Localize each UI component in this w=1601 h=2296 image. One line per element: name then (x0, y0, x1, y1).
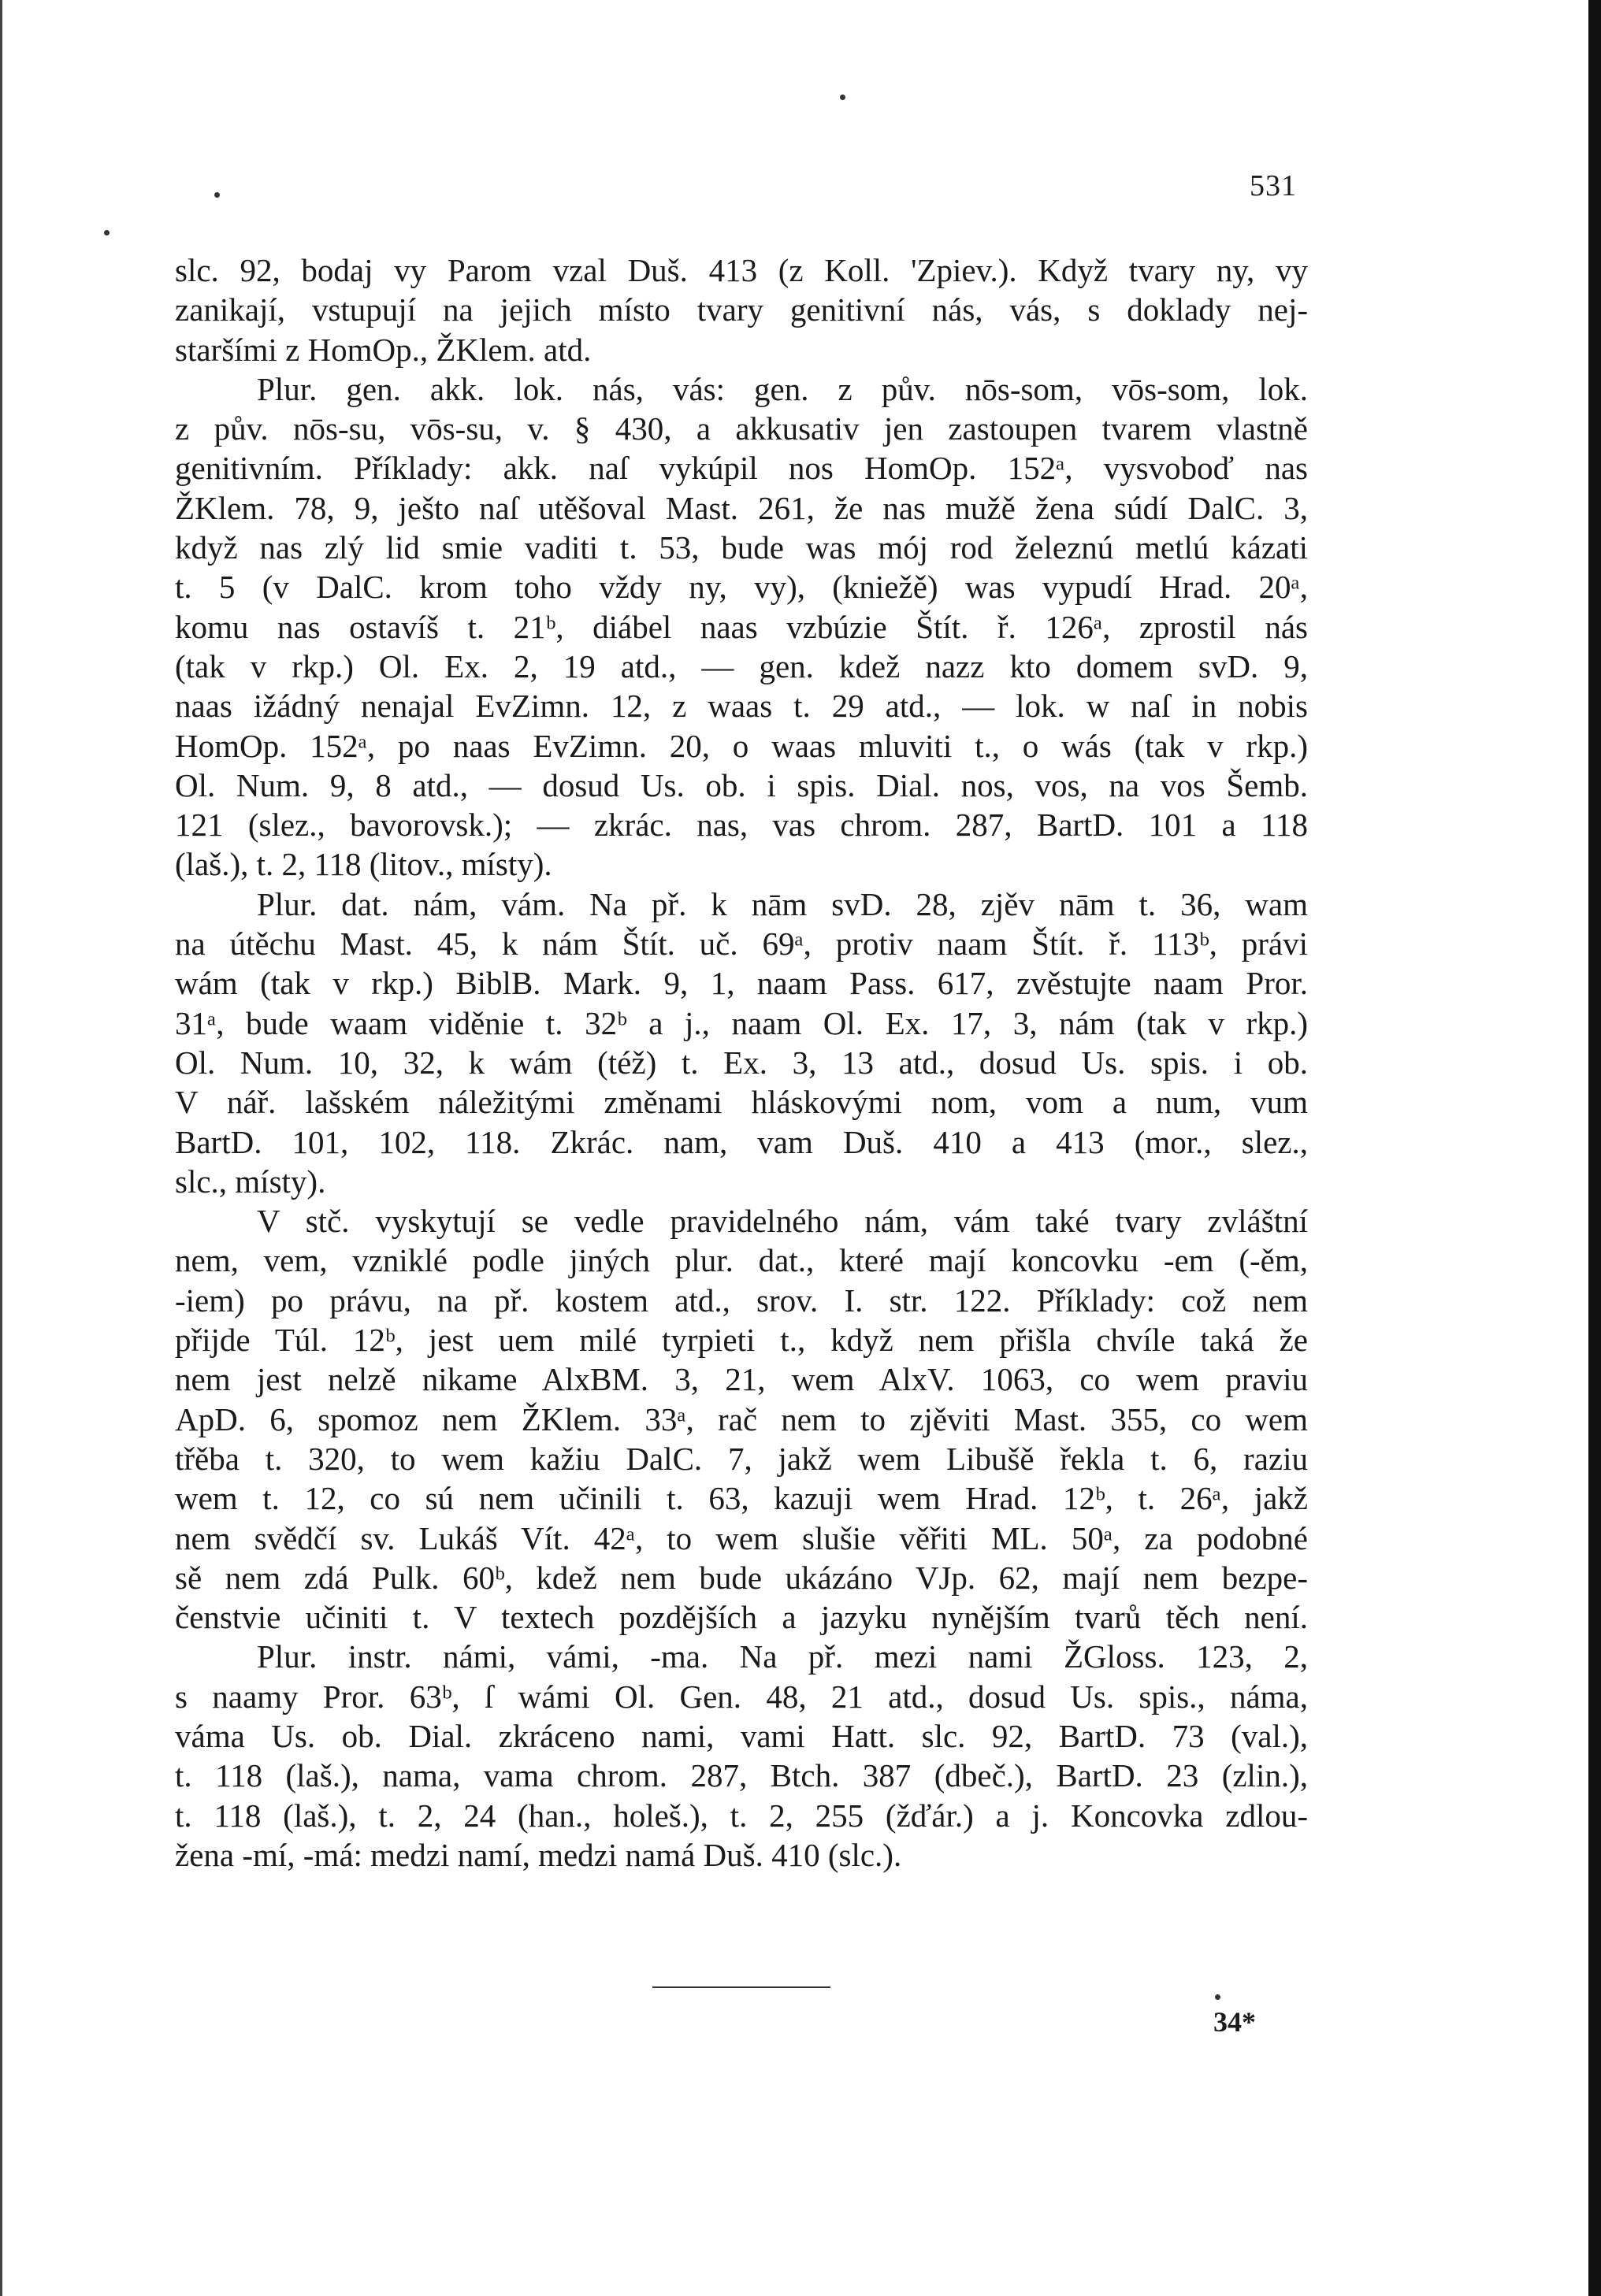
separator-rule (652, 1986, 830, 1988)
text-line: staršími z HomOp., ŽKlem. atd. (175, 331, 592, 368)
page-number: 531 (1250, 169, 1297, 202)
text-line: wem t. 12, co sú nem učinili t. 63, kazuji wem Hrad. 12ᵇ, t. 26ᵃ, jakž (175, 1480, 1308, 1517)
text-line: na útěchu Mast. 45, k nám Štít. uč. 69ᵃ, protiv naam Štít. ř. 113ᵇ, právi (175, 925, 1308, 963)
text-line: genitivním. Příklady: akk. naſ vykúpil nos HomOp. 152ᵃ, vysvoboď nas (175, 450, 1308, 487)
signature-mark: 34* (1213, 2006, 1256, 2038)
scan-speck (214, 192, 220, 198)
text-line: V nář. lašském náležitými změnami hláskovými nom, vom a num, vum (175, 1084, 1308, 1121)
text-line: Ol. Num. 10, 32, k wám (též) t. Ex. 3, 13 atd., dosud Us. spis. i ob. (175, 1044, 1308, 1081)
scan-speck (104, 230, 110, 236)
text-line: sě nem zdá Pulk. 60ᵇ, kdež nem bude ukázáno VJp. 62, mají nem bezpe- (175, 1559, 1308, 1596)
text-line: zanikají, vstupují na jejich místo tvary genitivní nás, vás, s doklady nej- (175, 291, 1308, 328)
text-line: ApD. 6, spomoz nem ŽKlem. 33ᵃ, rač nem to zjěviti Mast. 355, co wem (175, 1400, 1308, 1437)
text-line: 121 (slez., bavorovsk.); — zkrác. nas, vas chrom. 287, BartD. 101 a 118 (175, 807, 1308, 844)
text-line: (laš.), t. 2, 118 (litov., místy). (175, 846, 552, 883)
text-line: V stč. vyskytují se vedle pravidelného nám, vám také tvary zvláštní (257, 1203, 1308, 1240)
scan-speck (840, 95, 845, 100)
scan-speck (1215, 1994, 1220, 2000)
text-line: slc. 92, bodaj vy Parom vzal Duš. 413 (z Koll. 'Zpiev.). Když tvary ny, vy (175, 252, 1308, 288)
text-line: z pův. nōs-su, vōs-su, v. § 430, a akkusativ jen zastoupen tvarem vlastně (175, 410, 1308, 447)
text-line: (tak v rkp.) Ol. Ex. 2, 19 atd., — gen. kdež nazz kto domem svD. 9, (175, 647, 1308, 684)
text-line: čenstvie učiniti t. V textech pozdějších a jazyku nynějším tvarů těch není. (175, 1599, 1308, 1636)
text-line: Plur. instr. námi, vámi, -ma. Na př. mezi nami ŽGloss. 123, 2, (257, 1638, 1308, 1675)
text-line: BartD. 101, 102, 118. Zkrác. nam, vam Duš. 410 a 413 (mor., slez., (175, 1123, 1308, 1160)
text-line: HomOp. 152ᵃ, po naas EvZimn. 20, o waas mluviti t., o wás (tak v rkp.) (175, 727, 1308, 764)
text-line: t. 118 (laš.), nama, vama chrom. 287, Btch. 387 (dbeč.), BartD. 23 (zlin.), (175, 1757, 1308, 1794)
text-line: 31ᵃ, bude waam viděnie t. 32ᵇ a j., naam Ol. Ex. 17, 3, nám (tak v rkp.) (175, 1004, 1308, 1041)
text-line: váma Us. ob. Dial. zkráceno nami, vami Hatt. slc. 92, BartD. 73 (val.), (175, 1717, 1308, 1754)
text-line: nem svědčí sv. Lukáš Vít. 42ᵃ, to wem slušie věřiti ML. 50ᵃ, za podobné (175, 1519, 1308, 1556)
text-line: t. 118 (laš.), t. 2, 24 (han., holeš.), t. 2, 255 (žďár.) a j. Koncovka zdlou- (175, 1797, 1308, 1834)
text-line: nem jest nelzě nikame AlxBM. 3, 21, wem AlxV. 1063, co wem praviu (175, 1361, 1308, 1398)
text-line: -iem) po právu, na př. kostem atd., srov. I. str. 122. Příklady: což nem (175, 1282, 1308, 1319)
text-line: naas ižádný nenajal EvZimn. 12, z waas t. 29 atd., — lok. w naſ in nobis (175, 688, 1308, 725)
text-line: t. 5 (v DalC. krom toho vždy ny, vy), (kniežě) was vypudí Hrad. 20ᵃ, (175, 569, 1308, 606)
text-line: slc., místy). (175, 1163, 326, 1200)
text-line: třěba t. 320, to wem kažiu DalC. 7, jakž wem Libušě řekla t. 6, raziu (175, 1440, 1308, 1477)
text-line: když nas zlý lid smie vaditi t. 53, bude was mój rod železnú metlú kázati (175, 529, 1308, 566)
text-line: přijde Túl. 12ᵇ, jest uem milé tyrpieti t., když nem přišla chvíle taká že (175, 1322, 1308, 1359)
text-line: žena -mí, -má: medzi namí, medzi namá Duš. 410 (slc.). (175, 1836, 902, 1873)
text-line: Plur. dat. nám, vám. Na př. k nām svD. 28, zjěv nām t. 36, wam (257, 885, 1308, 922)
text-line: wám (tak v rkp.) BiblB. Mark. 9, 1, naam Pass. 617, zvěstujte naam Pror. (175, 965, 1308, 1002)
text-line: Ol. Num. 9, 8 atd., — dosud Us. ob. i spis. Dial. nos, vos, na vos Šemb. (175, 766, 1308, 803)
body-text (175, 250, 1308, 1875)
text-line: komu nas ostavíš t. 21ᵇ, diábel naas vzbúzie Štít. ř. 126ᵃ, zprostil nás (175, 608, 1308, 645)
text-line: nem, vem, vzniklé podle jiných plur. dat., které mají koncovku -em (-ěm, (175, 1242, 1308, 1279)
text-line: Plur. gen. akk. lok. nás, vás: gen. z pův. nōs-som, vōs-som, lok. (257, 370, 1308, 407)
text-line: ŽKlem. 78, 9, ješto naſ utěšoval Mast. 261, že nas mužě žena súdí DalC. 3, (175, 489, 1308, 526)
scan-edge-right (1588, 0, 1601, 2296)
scan-edge-left (0, 0, 2, 2296)
text-line: s naamy Pror. 63ᵇ, ſ wámi Ol. Gen. 48, 21 atd., dosud Us. spis., náma, (175, 1678, 1308, 1715)
